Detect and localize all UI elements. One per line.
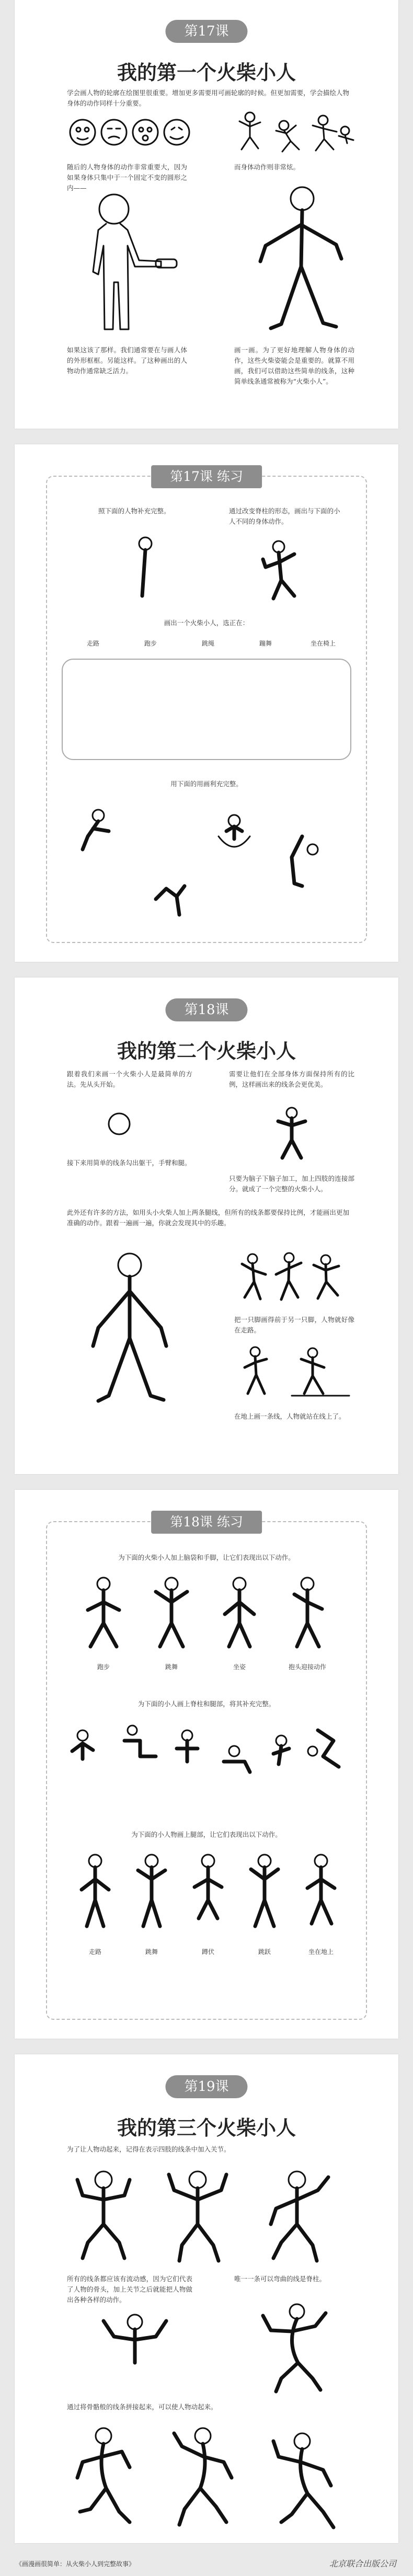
stick-figure-icon: [314, 1255, 339, 1298]
fragment-figure-icon: [72, 1730, 93, 1759]
ex17-partial-figure: [124, 533, 166, 606]
stick-figure-icon: [77, 2428, 130, 2522]
lesson18-header: 第18课: [165, 998, 247, 1021]
face-icon: [70, 120, 95, 145]
stick-figure-icon: [194, 1855, 222, 1918]
action-label-walk: 走路: [86, 640, 99, 647]
lesson18-head-circle: [98, 1103, 140, 1145]
lesson19-spine-figure: [250, 2300, 344, 2394]
stick-figure-icon: [263, 2304, 326, 2391]
exercise17-instr3: 画出一个火柴小人，选正在：: [164, 619, 249, 627]
lesson18-dance-group: [234, 1249, 354, 1307]
ex18-row1-label-sit: 坐姿: [233, 1663, 246, 1671]
stick-figure-icon: [301, 1348, 324, 1394]
ex18-row2-fragments: [67, 1720, 349, 1788]
fragment-figure-icon: [156, 886, 185, 915]
ex18-row1-label-hug: 抱头迎接动作: [288, 1663, 326, 1671]
face-icons-row: [67, 114, 198, 151]
lesson19-jointed-figures: [67, 2159, 349, 2263]
stick-figure-icon: [138, 1855, 165, 1926]
lesson17-para2: 随后的人物身体的动作非常重要大，因为如果身体只集中于一个固定不变的圆形之内——: [67, 163, 187, 192]
stick-figure-icon: [88, 1578, 119, 1647]
action-label-sit: 坐在椅上: [310, 640, 336, 647]
lesson18-small-figure: [266, 1106, 318, 1163]
lesson19-action-figures: [67, 2420, 349, 2535]
exercise18-instr2: 为下面的小人画上脊柱和腿部，将其补充完整。: [137, 1700, 276, 1708]
exercise18-instr3: 为下面的小人物画上腿部，让它们表现出以下动作。: [131, 1831, 282, 1838]
fragment-figure-icon: [308, 1730, 339, 1767]
face-icon: [164, 120, 189, 145]
ex18-row3-label-crouch: 蹲伏: [201, 1948, 214, 1956]
stick-figure-icon: [273, 2433, 334, 2527]
stick-figure-icon: [263, 541, 294, 599]
footer-publisher-logo: 北京联合出版公司: [329, 2559, 396, 2569]
exercise17-instr2: 通过改变脊柱的形态，画出与下面的小人不同的身体动作。: [229, 507, 340, 525]
stick-figure-drawing: [245, 183, 360, 340]
lesson19-page: [15, 2054, 398, 2543]
stick-figure-icon: [156, 1578, 187, 1647]
outline-figure-icon: [93, 194, 177, 329]
lesson17-title: 我的第一个火柴小人: [117, 61, 296, 84]
stick-figure-icon: [313, 116, 337, 151]
stick-figure-icon: [276, 121, 299, 152]
stick-figure-icon: [225, 1578, 254, 1647]
dancing-figures-row: [234, 110, 354, 154]
exercise18-instr1: 为下面的火柴小人加上脑袋和手脚，让它们表现出以下动作。: [118, 1554, 295, 1561]
lesson18-para6: 把一只脚画得前于另一只脚，人物就好像在走路。: [234, 1316, 354, 1334]
stick-figure-icon: [239, 112, 260, 150]
head-icon: [109, 1113, 130, 1134]
stick-figure-icon: [93, 1254, 166, 1401]
face-icon: [133, 120, 158, 145]
ex18-row3-figures: [67, 1850, 349, 1939]
exercise17-header: 第17课 练习: [151, 465, 262, 488]
lesson18-para5: 此外还有许多的方法，如用头小火柴人加上两条腿线，但所有的线条都要保持比例，才能画出更加准确的动作。跟着一遍画一遍，你就会发现其中的乐趣。: [67, 1209, 349, 1227]
fragment-figure-icon: [273, 1735, 289, 1764]
stick-figure-icon: [294, 1578, 322, 1647]
lesson19-para4: 通过将骨骼般的线条拼接起来，可以使人物动起来。: [67, 2403, 217, 2411]
stick-figure-icon: [82, 1855, 109, 1926]
lesson18-para3: 接下来用简单的线条勾出躯干，手臂和腿。: [67, 1159, 191, 1167]
lesson18-para1: 跟着我们来画一个火柴小人是最简单的方法。先从头开始。: [67, 1070, 192, 1088]
exercise17-instr1: 照下面的人物补充完整。: [98, 507, 170, 515]
fragment-figure-icon: [219, 815, 250, 847]
action-label-jump-rope: 跳绳: [201, 640, 214, 647]
lesson17-header: 第17课: [165, 20, 247, 43]
fragment-figure-icon: [224, 1746, 250, 1772]
stick-figure-icon: [242, 1254, 266, 1299]
lesson17-para5: 画一画。为了更好地理解人物身体的动作，这些火柴姿能会是重要的。就算不用画，我们可以借助这些简单的线条，这种简单线条通常被称为“火柴小人”。: [234, 346, 354, 385]
footer-bar: [0, 2551, 413, 2576]
stick-figure-icon: [339, 126, 353, 143]
lesson17-para4: 如果这该了那样。我们通常要在与画人体的外形框框。另能这样。了这种画出的人物动作通常缺乏活力。: [67, 346, 187, 375]
lesson18-para4: 只要为脑子下脑子加工，加上四肢的连接部分。就成了一个完整的火柴小人。: [229, 1175, 354, 1193]
lesson19-para2: 所有的线条都应该有流动感，因为它们代表了人物的骨头，加上关节之后就能把人物做出各种各样的动作。: [67, 2275, 192, 2304]
exercise18-header: 第18课 练习: [151, 1511, 262, 1534]
stick-figure-icon: [276, 1253, 301, 1300]
exercise17-instr4: 用下面的用画利充完整。: [170, 780, 243, 788]
lesson18-title: 我的第二个火柴小人: [117, 1039, 296, 1063]
stick-figure-icon: [251, 1855, 278, 1926]
ex18-row1-figures: [72, 1573, 344, 1657]
ex17-example-figure: [250, 538, 307, 606]
exercise17-page: [15, 444, 398, 962]
ex18-row3-label-dance: 跳舞: [145, 1948, 158, 1956]
stick-figure-icon: [77, 2171, 130, 2258]
stick-figure-icon: [278, 1108, 305, 1158]
face-icon: [101, 120, 127, 145]
lesson18-para2: 需要让他们在全部身体方面保持所有的比例，这样画出来的线条会更优美。: [229, 1070, 354, 1088]
stick-figure-icon: [260, 187, 341, 328]
stick-figure-icon: [104, 2315, 166, 2363]
stick-figure-icon: [271, 2171, 328, 2261]
ex18-row1-label-dance: 跳舞: [165, 1663, 178, 1671]
lesson18-page: [15, 978, 398, 1474]
ex18-row3-label-walk: 走路: [88, 1948, 101, 1956]
ex18-row1-label-run: 跑步: [97, 1663, 110, 1671]
lesson19-header: 第19课: [165, 2075, 247, 2098]
exercise18-page: [15, 1490, 398, 2039]
outline-figure-drawing: [77, 188, 198, 335]
lesson19-para3: 唯一一条可以弯曲的线是脊柱。: [234, 2275, 326, 2283]
fragment-figure-icon: [292, 836, 318, 886]
stick-figure-icon: [245, 1347, 267, 1394]
lesson19-arm-figure: [88, 2310, 182, 2384]
drawing-area[interactable]: [62, 659, 351, 760]
lesson18-para7: 在地上画一条线，人物就站在线上了。: [234, 1412, 346, 1420]
ex18-row3-label-jump: 跳跃: [258, 1948, 271, 1956]
fragment-figure-icon: [124, 1726, 156, 1756]
lesson17-para3: 而身体动作则非常炫。: [234, 163, 300, 171]
lesson17-page: [15, 0, 398, 429]
ex18-row3-label-sit: 坐在地上: [308, 1948, 334, 1956]
lesson18-large-figure: [77, 1249, 182, 1411]
ex17-fragments: [72, 800, 344, 925]
stick-figure-icon: [174, 2428, 232, 2525]
action-label-dance: 蹦舞: [259, 640, 272, 647]
lesson18-ground-figures: [234, 1343, 354, 1406]
stick-figure-icon: [307, 1855, 335, 1924]
lesson19-title: 我的第三个火柴小人: [117, 2116, 296, 2140]
fragment-figure-icon: [83, 810, 109, 849]
action-label-run: 跑步: [144, 640, 157, 647]
stick-figure-icon: [169, 2171, 226, 2261]
lesson19-para1: 为了让人物动起来，记得在表示四肢的线条中加入关节。: [67, 2145, 231, 2153]
head-icon: [139, 537, 152, 550]
lesson17-intro: 学会画人物的轮廓在绘图里很重要。增加更多需要用可画轮廓的时候。但更加需要，学会描绘人物身体的动作同样十分重要。: [67, 89, 349, 107]
fragment-figure-icon: [177, 1730, 198, 1762]
footer-book-title: 《画漫画很简单：从火柴小人到完整故事》: [16, 2560, 135, 2568]
